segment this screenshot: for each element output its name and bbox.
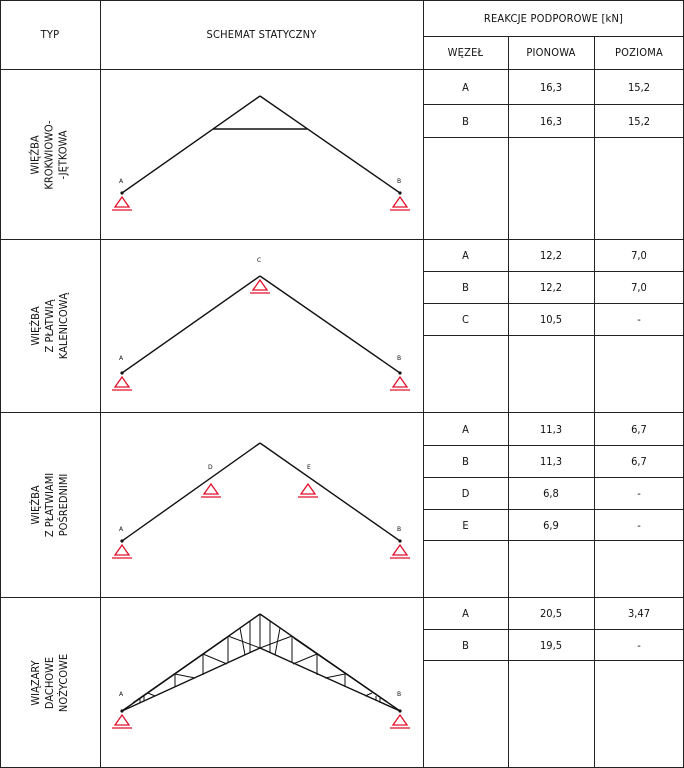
diagram-collar-beam bbox=[100, 70, 423, 239]
vertical-cell: 12,2 bbox=[539, 281, 563, 294]
vertical-cell: 16,3 bbox=[539, 80, 563, 94]
header-pozioma: POZIOMA bbox=[615, 46, 663, 59]
vertical-cell: 20,5 bbox=[539, 607, 563, 620]
diagram-label-b: B bbox=[397, 691, 402, 698]
horizontal-cell: 15,2 bbox=[627, 114, 651, 128]
horizontal-cell: 6,7 bbox=[631, 455, 647, 468]
diagram-label-c: C bbox=[257, 257, 262, 264]
horizontal-cell: - bbox=[637, 487, 641, 500]
vertical-cell: 19,5 bbox=[539, 638, 563, 652]
node-cell: D bbox=[461, 487, 470, 500]
diagram-label-d: D bbox=[208, 464, 213, 471]
node-cell: B bbox=[462, 114, 469, 128]
type-label-2: WIĘŹBA Z PŁATWIĄ KALENICOWĄ bbox=[29, 292, 70, 360]
vertical-cell: 6,9 bbox=[543, 518, 559, 532]
diagram-label-e: E bbox=[307, 464, 311, 471]
horizontal-cell: 3,47 bbox=[627, 607, 651, 620]
diagram-label-a: A bbox=[119, 526, 124, 533]
type-label-1: WIĘŹBA KROKWIOWO- -JĘTKOWA bbox=[28, 119, 70, 190]
header-reakcje: REAKCJE PODPOROWE [kN] bbox=[483, 11, 624, 25]
type-label-cell-2 bbox=[0, 240, 100, 412]
vertical-cell: 10,5 bbox=[539, 313, 563, 326]
horizontal-cell: - bbox=[637, 638, 641, 652]
diagram-scissor-truss bbox=[100, 598, 423, 768]
node-cell: B bbox=[462, 638, 469, 652]
node-cell: B bbox=[462, 281, 469, 294]
header-pionowa: PIONOWA bbox=[526, 46, 576, 59]
diagram-label-a: A bbox=[119, 178, 124, 185]
node-cell: A bbox=[462, 607, 469, 620]
vertical-cell: 16,3 bbox=[539, 114, 563, 128]
diagram-label-b: B bbox=[397, 355, 402, 362]
vertical-cell: 6,8 bbox=[543, 487, 559, 500]
type-label-cell-4 bbox=[0, 598, 100, 768]
type-label-cell-3 bbox=[0, 413, 100, 597]
type-label-cell-1 bbox=[0, 70, 100, 239]
horizontal-cell: - bbox=[637, 313, 641, 326]
header-typ: TYP bbox=[40, 28, 60, 41]
node-cell: A bbox=[462, 422, 469, 436]
horizontal-cell: 6,7 bbox=[631, 422, 647, 436]
diagram-label-a: A bbox=[119, 355, 124, 362]
horizontal-cell: - bbox=[637, 518, 641, 532]
node-cell: B bbox=[462, 455, 469, 468]
node-cell: A bbox=[462, 80, 469, 94]
diagram-label-b: B bbox=[397, 178, 402, 185]
vertical-cell: 12,2 bbox=[539, 249, 563, 262]
diagram-label-a: A bbox=[119, 691, 124, 698]
type-label-3: WIĘŹBA Z PŁATWIAMI POŚREDNIMI bbox=[29, 472, 70, 538]
vertical-cell: 11,3 bbox=[539, 422, 563, 436]
horizontal-cell: 7,0 bbox=[631, 249, 647, 262]
diagram-label-b: B bbox=[397, 526, 402, 533]
node-cell: C bbox=[462, 313, 469, 326]
node-cell: E bbox=[462, 518, 469, 532]
diagram-ridge-purlin bbox=[100, 240, 423, 412]
vertical-cell: 11,3 bbox=[539, 455, 563, 468]
header-schemat: SCHEMAT STATYCZNY bbox=[206, 28, 317, 41]
horizontal-cell: 15,2 bbox=[627, 80, 651, 94]
node-cell: A bbox=[462, 249, 469, 262]
header-wezel: WĘZEŁ bbox=[447, 46, 484, 59]
diagram-intermediate-purlins bbox=[100, 413, 423, 597]
horizontal-cell: 7,0 bbox=[631, 281, 647, 294]
type-label-4: WIĄZARY DACHOWE NOŻYCOWE bbox=[29, 653, 70, 713]
